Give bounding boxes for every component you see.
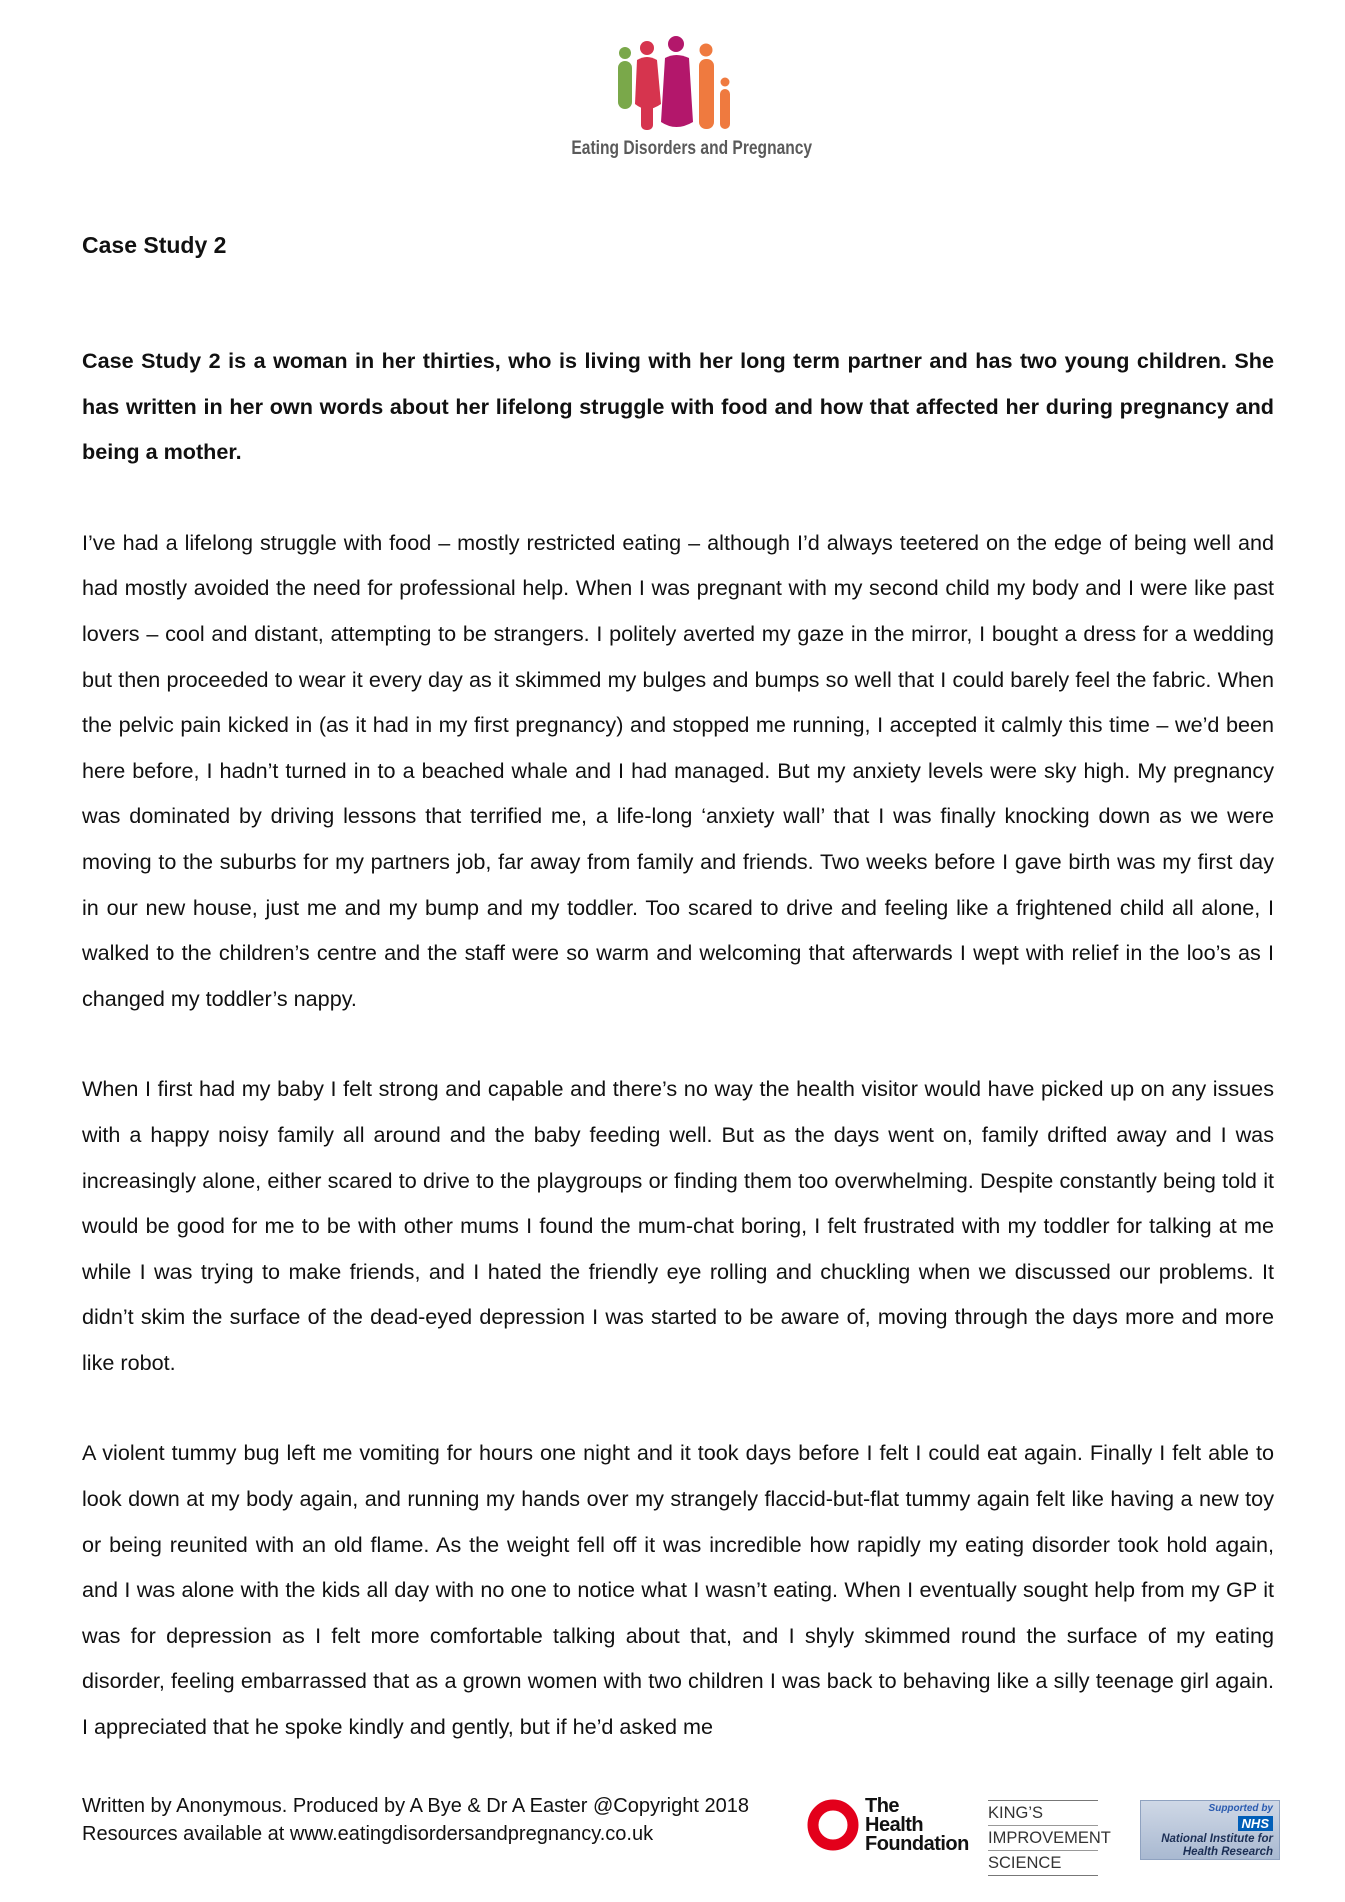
kings-improvement-science-logo [988, 1800, 1111, 1876]
document-body [82, 228, 1274, 1795]
nihr-supported-by: Supported by [1208, 1803, 1273, 1814]
page-title: Case Study 2 [82, 232, 227, 258]
eating-disorders-pregnancy-logo [548, 34, 813, 164]
footer-credits [82, 1792, 749, 1848]
body-paragraph-3: A violent tummy bug left me vomiting for hours one night and it took days before I felt I could eat again. Finally I felt able to look down at my body again, and running my hands over my strangely flaccid-but-flat tummy again felt like having a new toy or being reunited with an old flame. As the weight fell off it was incredible how rapidly my eating disorder took hold again, and I was alone with the kids all day with no one to notice what I wasn’t eating. When I eventually sought help from my GP it was for depression as I felt more comfortable talking about that, and I shyly skimmed round the surface of my eating disorder, feeling embarrassed that as a grown women with two children I was back to behaving like a silly teenage girl again. I appreciated that he spoke kindly and gently, but if he’d asked me [82, 1440, 1274, 1740]
logo-title: Eating Disorders and Pregnancy [571, 138, 813, 159]
health-foundation-logo [805, 1797, 970, 1857]
body-paragraph-2: When I first had my baby I felt strong and capable and there’s no way the health visitor would have picked up on any issues with a happy noisy family all around and the baby feeding well. But as the days went on, family drifted away and I was increasingly alone, either scared to drive to the playgroups or finding them too overwhelming. Despite constantly being told it would be good for me to be with other mums I found the mum-chat boring, I felt frustrated with my toddler for talking at me while I was trying to make friends, and I hated the friendly eye rolling and chuckling when we discussed our problems. It didn’t skim the surface of the dead-eyed depression I was started to be aware of, moving through the days more and more like robot. [82, 1076, 1274, 1375]
health-foundation-ring-icon [805, 1797, 861, 1853]
hf-line-2: Health [865, 1814, 924, 1836]
nihr-logo [1140, 1800, 1280, 1860]
nihr-org-line-2: Health Research [1182, 1846, 1273, 1858]
body-paragraph-1: I’ve had a lifelong struggle with food – mostly restricted eating – although I’d always teetered on the edge of being well and had mostly avoided the need for professional help. When I was pregnant with my second child my body and I were like past lovers – cool and distant, attempting to be strangers. I politely averted my gaze in the mirror, I bought a dress for a wedding but then proceeded to wear it every day as it skimmed my bulges and bumps so well that I could barely feel the fabric. When the pelvic pain kicked in (as it had in my first pregnancy) and stopped me running, I accepted it calmly this time – we’d been here before, I hadn’t turned in to a beached whale and I had managed. But my anxiety levels were sky high. My pregnancy was dominated by driving lessons that terrified me, a life-long ‘anxiety wall’ that I was finally knocking down as we were moving to the suburbs for my partners job, far away from family and friends. Two weeks before I gave birth was my first day in our new house, just me and my bump and my toddler. Too scared to drive and feeling like a frightened child all alone, I walked to the children’s centre and the staff were so warm and welcoming that afterwards I wept with relief in the loo’s as I changed my toddler’s nappy. [82, 529, 1274, 1011]
kings-line-1: KING’S [988, 1801, 1098, 1826]
hf-line-1: The [865, 1795, 900, 1817]
kings-line-3: SCIENCE [988, 1854, 1062, 1872]
hf-line-3: Foundation [865, 1833, 969, 1855]
nhs-badge: NHS [1238, 1816, 1273, 1831]
intro-paragraph: Case Study 2 is a woman in her thirties, who is living with her long term partner and has two young children. She has written in her own words about her lifelong struggle with food and how that affected her during pregnancy and being a mother. [82, 348, 1274, 465]
family-figures-icon [603, 34, 753, 134]
footer-line-authors: Written by Anonymous. Produced by A Bye & Dr A Easter @Copyright 2018 [82, 1795, 749, 1817]
nihr-org-line-1: National Institute for [1161, 1833, 1273, 1845]
footer-line-website: Resources available at www.eatingdisordersandpregnancy.co.uk [82, 1823, 654, 1845]
kings-line-2: IMPROVEMENT [988, 1826, 1098, 1851]
